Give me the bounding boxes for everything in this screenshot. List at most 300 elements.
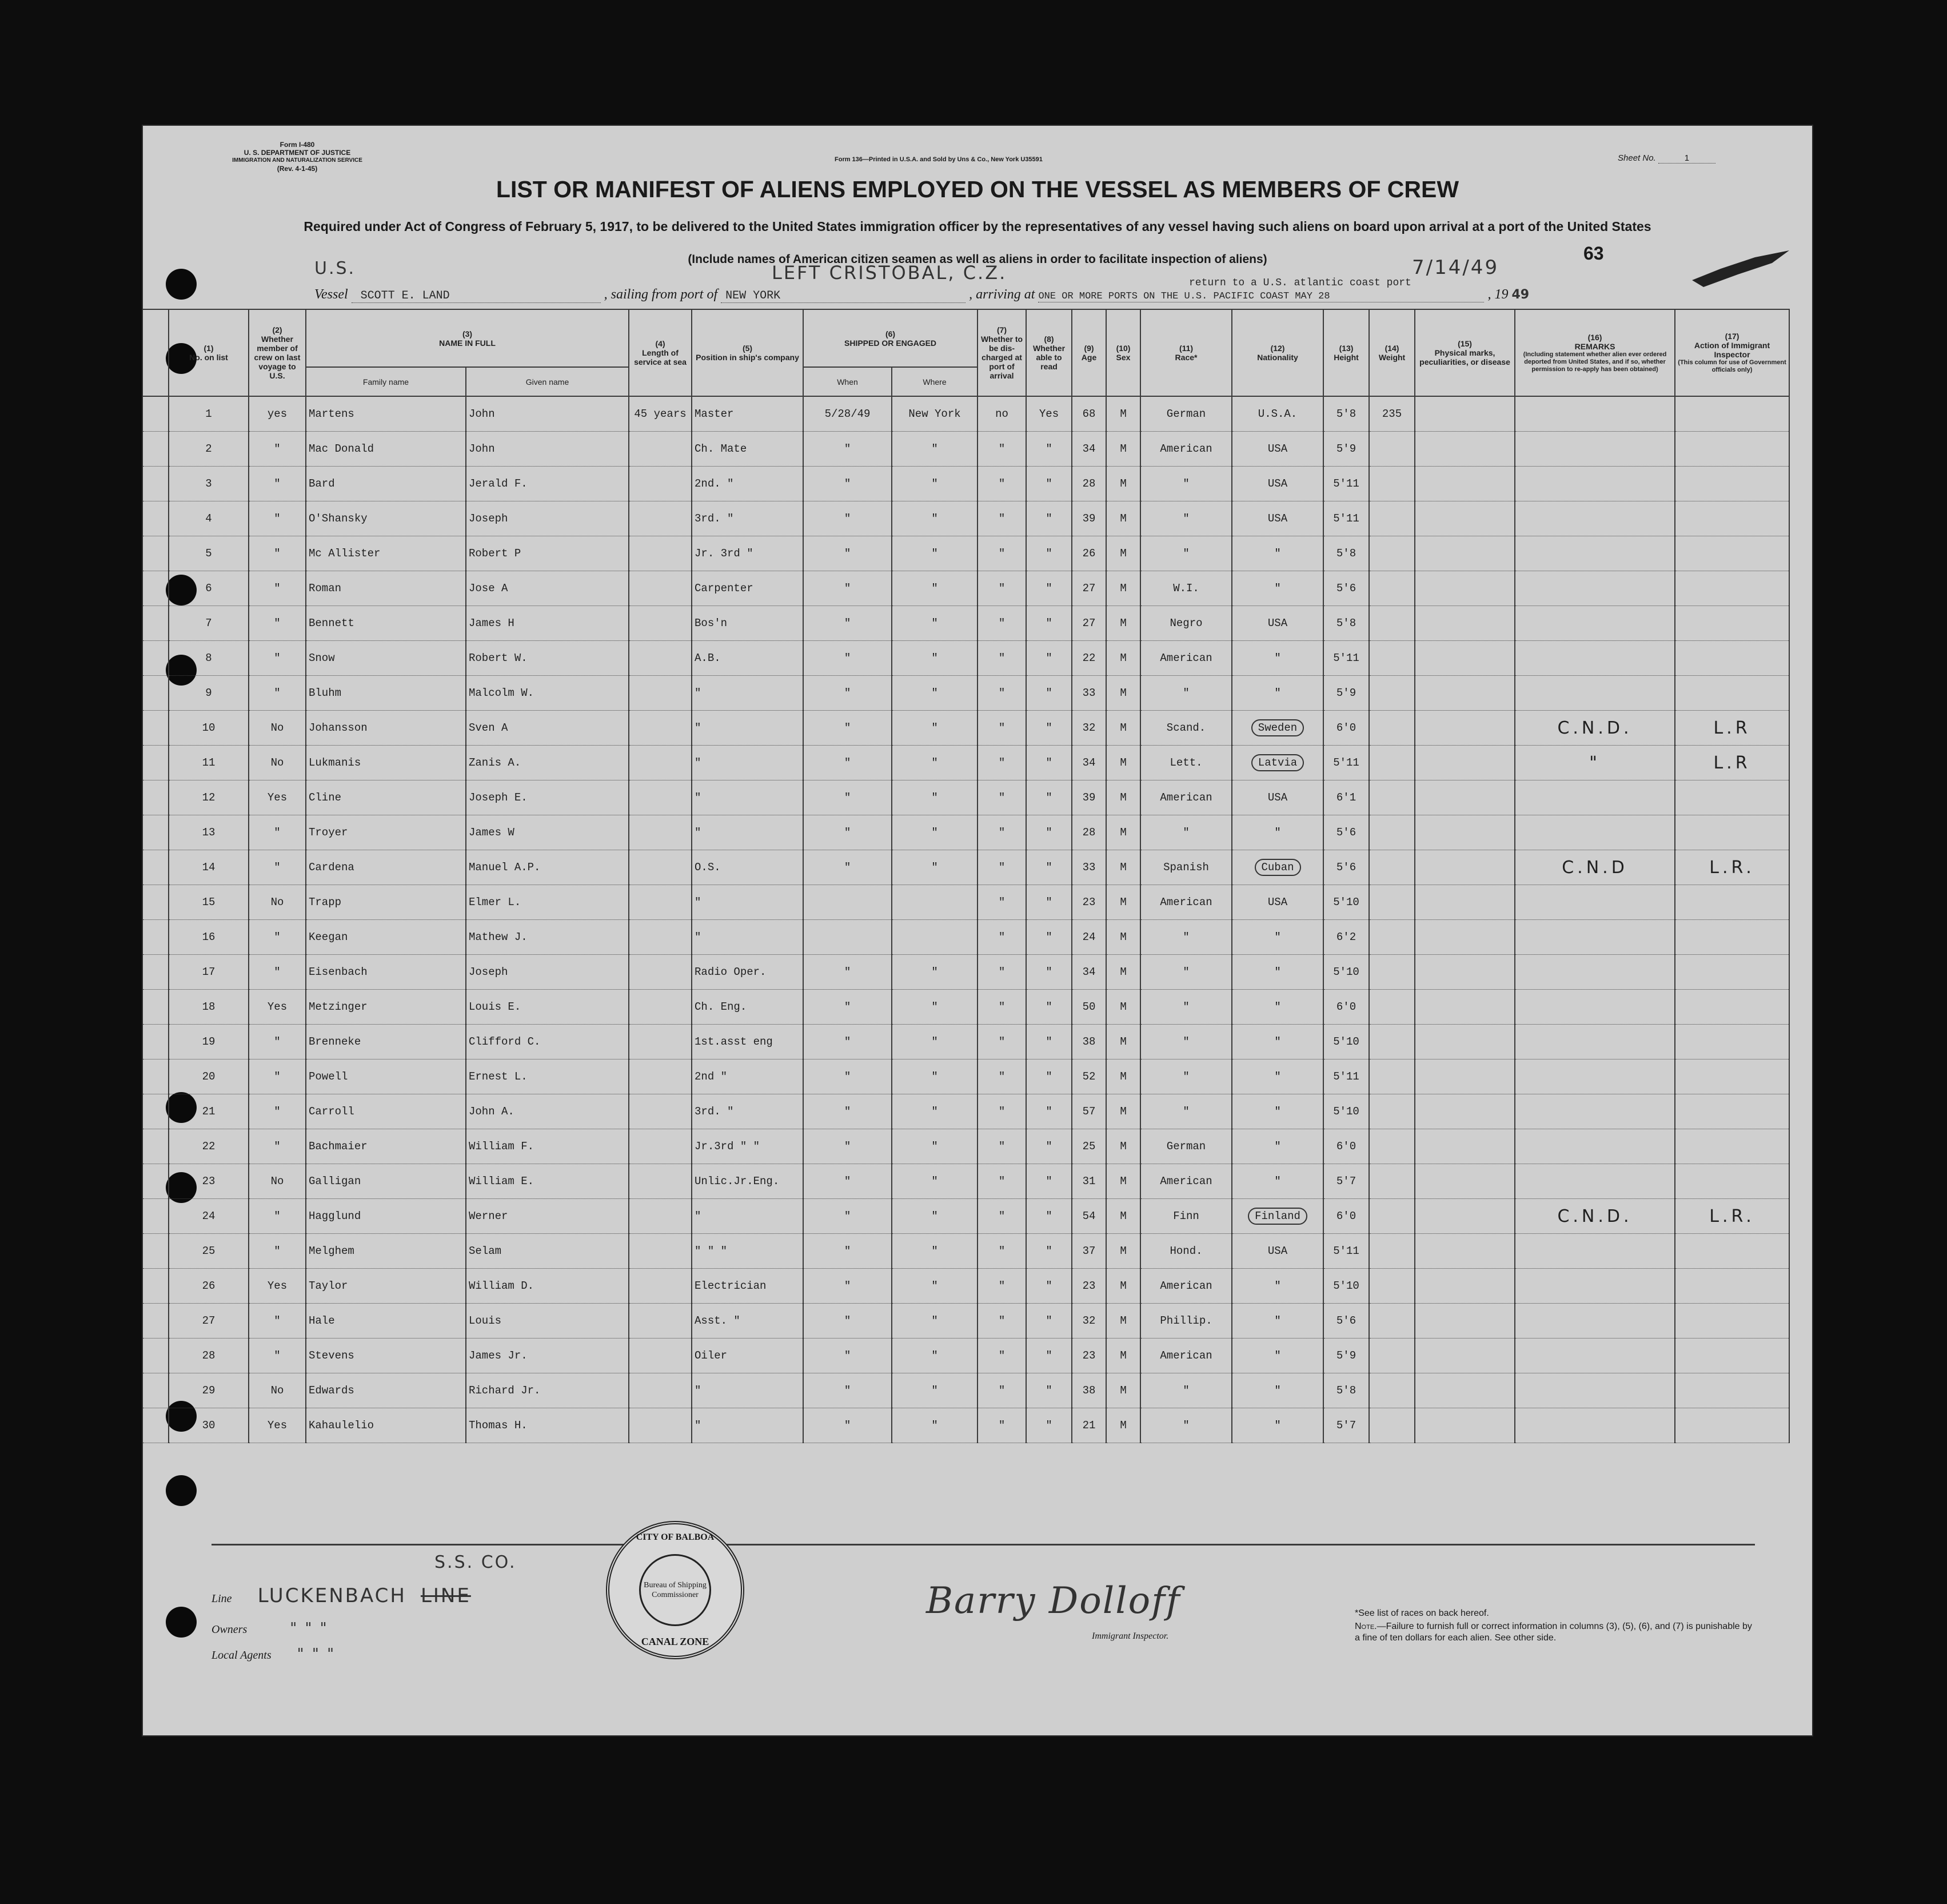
position-cell-text: Master <box>695 408 734 420</box>
race-cell <box>1140 641 1232 676</box>
remarks-cell <box>1515 1373 1675 1408</box>
age-cell <box>1072 396 1106 432</box>
able-to-read-cell-text: " <box>1046 861 1052 874</box>
height-cell-text: 5'8 <box>1336 617 1356 630</box>
sex-cell <box>1106 850 1140 885</box>
last-voyage-cell-text: " <box>274 512 281 525</box>
age-cell-text: 39 <box>1082 791 1096 804</box>
family-name-cell-text: Bard <box>309 477 335 490</box>
shipped-when-cell-text: " <box>844 1140 851 1153</box>
sex-cell <box>1106 1373 1140 1408</box>
age-cell <box>1072 955 1106 990</box>
discharge-cell-text: " <box>998 756 1006 769</box>
discharge-cell-text: " <box>998 687 1006 699</box>
position-cell-text: " <box>695 896 701 909</box>
height-cell-text: 6'0 <box>1336 1210 1356 1222</box>
discharge-cell-text: " <box>998 1349 1006 1362</box>
weight-cell <box>1369 1339 1415 1373</box>
able-to-read-cell <box>1026 990 1072 1025</box>
table-row <box>143 920 1789 955</box>
position-cell <box>692 641 803 676</box>
remarks-cell <box>1515 1269 1675 1304</box>
discharge-cell-text: " <box>998 1175 1006 1188</box>
age-cell-text: 33 <box>1082 687 1096 699</box>
row-number <box>169 1094 249 1129</box>
margin-cell <box>143 1199 169 1234</box>
shipped-where-cell <box>892 1164 978 1199</box>
family-name-cell-text: Bachmaier <box>309 1140 368 1153</box>
able-to-read-cell-text: " <box>1046 966 1052 978</box>
margin-cell <box>143 746 169 780</box>
given-name-cell-text: Joseph E. <box>469 791 528 804</box>
header-able-to-read: (8) Whether able to read <box>1026 309 1072 396</box>
race-cell <box>1140 1164 1232 1199</box>
table-row <box>143 885 1789 920</box>
last-voyage-cell-text: " <box>274 1210 281 1222</box>
table-row <box>143 711 1789 746</box>
given-name-cell <box>466 536 629 571</box>
position-cell-text: " <box>695 1210 701 1222</box>
row-number <box>169 1373 249 1408</box>
discharge-cell-text: " <box>998 1035 1006 1048</box>
shipped-when-cell <box>803 1094 892 1129</box>
shipping-commissioner-stamp <box>606 1521 744 1659</box>
shipped-when-cell-text: " <box>844 1210 851 1222</box>
race-cell <box>1140 1094 1232 1129</box>
last-voyage-cell <box>249 467 306 501</box>
discharge-cell-text: no <box>995 408 1008 420</box>
punch-hole <box>166 1475 197 1506</box>
height-cell <box>1323 1408 1369 1443</box>
row-number-text: 22 <box>202 1140 216 1153</box>
sex-cell-text: M <box>1120 1175 1127 1188</box>
date-note: 7/14/49 <box>1412 256 1499 279</box>
inspector-action-cell <box>1675 1025 1789 1059</box>
height-cell-text: 5'8 <box>1336 547 1356 560</box>
race-cell-text: " <box>1183 1070 1190 1083</box>
family-name-cell-text: Cardena <box>309 861 354 874</box>
footer-block <box>212 1544 1755 1723</box>
remarks-cell <box>1515 571 1675 606</box>
last-voyage-cell-text: " <box>274 861 281 874</box>
given-name-cell <box>466 571 629 606</box>
last-voyage-cell <box>249 641 306 676</box>
given-name-cell <box>466 780 629 815</box>
agents-value: " " " <box>297 1646 336 1663</box>
nationality-cell <box>1232 467 1323 501</box>
age-cell <box>1072 1304 1106 1339</box>
family-name-cell <box>306 955 466 990</box>
given-name-cell <box>466 676 629 711</box>
position-cell-text: " <box>695 1384 701 1397</box>
family-name-cell-text: Powell <box>309 1070 348 1083</box>
able-to-read-cell <box>1026 467 1072 501</box>
shipped-where-cell-text: " <box>931 582 938 595</box>
height-cell-text: 6'1 <box>1336 791 1356 804</box>
last-voyage-cell-text: " <box>274 477 281 490</box>
last-voyage-cell-text: Yes <box>267 791 288 804</box>
given-name-cell-text: Manuel A.P. <box>469 861 541 874</box>
inspector-action-cell <box>1675 571 1789 606</box>
given-name-cell <box>466 1094 629 1129</box>
able-to-read-cell-text: " <box>1046 722 1052 734</box>
family-name-cell <box>306 606 466 641</box>
age-cell <box>1072 1094 1106 1129</box>
race-cell-text: " <box>1183 931 1190 943</box>
position-cell <box>692 1059 803 1094</box>
service-length-cell <box>629 641 692 676</box>
given-name-cell-text: Sven A <box>469 722 508 734</box>
sex-cell-text: M <box>1120 443 1127 455</box>
weight-cell <box>1369 571 1415 606</box>
race-cell-text: American <box>1160 1175 1212 1188</box>
nationality-cell-text: " <box>1274 1001 1281 1013</box>
last-voyage-cell-text: " <box>274 582 281 595</box>
row-number <box>169 432 249 467</box>
sex-cell-text: M <box>1120 652 1127 664</box>
inspector-action-cell-text: L.R <box>1713 718 1751 738</box>
shipped-where-cell <box>892 1025 978 1059</box>
weight-cell <box>1369 606 1415 641</box>
race-cell-text: American <box>1160 896 1212 909</box>
department-name: U. S. DEPARTMENT OF JUSTICE <box>244 149 351 157</box>
family-name-cell-text: Roman <box>309 582 342 595</box>
last-voyage-cell-text: " <box>274 826 281 839</box>
position-cell-text: " <box>695 1419 701 1432</box>
margin-cell <box>143 885 169 920</box>
shipped-where-cell-text: New York <box>908 408 961 420</box>
family-name-cell <box>306 850 466 885</box>
age-cell <box>1072 1269 1106 1304</box>
given-name-cell-text: James H <box>469 617 514 630</box>
family-name-cell <box>306 501 466 536</box>
manifest-sheet <box>143 126 1812 1735</box>
physical-marks-cell <box>1415 1199 1515 1234</box>
margin-cell <box>143 711 169 746</box>
shipped-when-cell-text: " <box>844 1384 851 1397</box>
given-name-cell-text: Ernest L. <box>469 1070 528 1083</box>
age-cell-text: 33 <box>1082 861 1096 874</box>
row-number-text: 4 <box>205 512 212 525</box>
family-name-cell-text: Carroll <box>309 1105 354 1118</box>
physical-marks-cell <box>1415 536 1515 571</box>
shipped-where-cell <box>892 467 978 501</box>
weight-cell <box>1369 1199 1415 1234</box>
nationality-cell-text: " <box>1274 547 1281 560</box>
family-name-cell-text: Lukmanis <box>309 756 361 769</box>
given-name-cell-text: William D. <box>469 1280 534 1292</box>
discharge-cell-text: " <box>998 1210 1006 1222</box>
age-cell-text: 37 <box>1082 1245 1096 1257</box>
height-cell-text: 5'10 <box>1333 1105 1359 1118</box>
sex-cell-text: M <box>1120 687 1127 699</box>
vessel-label: Vessel <box>314 287 348 302</box>
nationality-cell <box>1232 676 1323 711</box>
service-length-cell <box>629 676 692 711</box>
race-cell-text: German <box>1166 408 1206 420</box>
weight-cell <box>1369 746 1415 780</box>
row-number <box>169 606 249 641</box>
sex-cell-text: M <box>1120 722 1127 734</box>
header-length-of-service: (4) Length of service at sea <box>629 309 692 396</box>
sex-cell <box>1106 885 1140 920</box>
service-length-cell <box>629 780 692 815</box>
position-cell <box>692 815 803 850</box>
shipped-where-cell-text: " <box>931 617 938 630</box>
shipped-when-cell <box>803 711 892 746</box>
margin-cell <box>143 396 169 432</box>
race-cell <box>1140 501 1232 536</box>
stamp-top-text: CITY OF BALBOA <box>636 1532 715 1542</box>
position-cell-text: " <box>695 931 701 943</box>
nationality-cell-text: " <box>1274 1105 1281 1118</box>
physical-marks-cell <box>1415 501 1515 536</box>
able-to-read-cell-text: " <box>1046 1175 1052 1188</box>
row-number-text: 17 <box>202 966 216 978</box>
crew-manifest-table <box>143 309 1790 1443</box>
race-cell <box>1140 676 1232 711</box>
race-cell-text: " <box>1183 826 1190 839</box>
row-number <box>169 1164 249 1199</box>
last-voyage-cell <box>249 955 306 990</box>
last-voyage-cell <box>249 432 306 467</box>
inspector-action-cell <box>1675 1164 1789 1199</box>
discharge-cell <box>978 1339 1026 1373</box>
able-to-read-cell-text: " <box>1046 1349 1052 1362</box>
table-row <box>143 676 1789 711</box>
margin-cell <box>143 1164 169 1199</box>
family-name-cell <box>306 1234 466 1269</box>
age-cell <box>1072 467 1106 501</box>
able-to-read-cell <box>1026 1269 1072 1304</box>
margin-cell <box>143 676 169 711</box>
remarks-cell <box>1515 606 1675 641</box>
penalty-note <box>1355 1621 1755 1644</box>
given-name-cell-text: Werner <box>469 1210 508 1222</box>
discharge-cell <box>978 920 1026 955</box>
position-cell-text: Oiler <box>695 1349 728 1362</box>
family-name-cell <box>306 920 466 955</box>
position-cell-text: Bos'n <box>695 617 728 630</box>
nationality-cell <box>1232 1234 1323 1269</box>
shipped-where-cell <box>892 432 978 467</box>
given-name-cell-text: Jerald F. <box>469 477 528 490</box>
given-name-cell <box>466 432 629 467</box>
position-cell-text: Unlic.Jr.Eng. <box>695 1175 780 1188</box>
height-cell <box>1323 432 1369 467</box>
inspector-action-cell-text: L.R <box>1713 752 1751 773</box>
agents-label: Local Agents <box>212 1649 272 1662</box>
remarks-cell <box>1515 815 1675 850</box>
age-cell <box>1072 606 1106 641</box>
last-voyage-cell-text: " <box>274 1105 281 1118</box>
row-number <box>169 536 249 571</box>
shipped-where-cell-text: " <box>931 1175 938 1188</box>
weight-cell <box>1369 990 1415 1025</box>
row-number-text: 15 <box>202 896 216 909</box>
physical-marks-cell <box>1415 1129 1515 1164</box>
shipped-when-cell-text: 5/28/49 <box>824 408 871 420</box>
race-cell <box>1140 1059 1232 1094</box>
remarks-cell <box>1515 955 1675 990</box>
family-name-cell-text: O'Shansky <box>309 512 368 525</box>
age-cell-text: 27 <box>1082 582 1096 595</box>
shipped-when-cell-text: " <box>844 722 851 734</box>
sex-cell <box>1106 815 1140 850</box>
last-voyage-cell-text: " <box>274 1070 281 1083</box>
shipped-when-cell-text: " <box>844 687 851 699</box>
row-number <box>169 955 249 990</box>
shipped-when-cell-text: " <box>844 1070 851 1083</box>
remarks-cell <box>1515 1304 1675 1339</box>
sex-cell-text: M <box>1120 1001 1127 1013</box>
given-name-cell-text: James W <box>469 826 514 839</box>
given-name-cell <box>466 1025 629 1059</box>
given-name-cell <box>466 1129 629 1164</box>
height-cell <box>1323 990 1369 1025</box>
sex-cell <box>1106 780 1140 815</box>
sex-cell-text: M <box>1120 547 1127 560</box>
last-voyage-cell <box>249 501 306 536</box>
physical-marks-cell <box>1415 1408 1515 1443</box>
height-cell <box>1323 1094 1369 1129</box>
remarks-cell <box>1515 1234 1675 1269</box>
discharge-cell <box>978 676 1026 711</box>
row-number-text: 19 <box>202 1035 216 1048</box>
shipped-when-cell <box>803 1059 892 1094</box>
physical-marks-cell <box>1415 396 1515 432</box>
last-voyage-cell <box>249 571 306 606</box>
margin-cell <box>143 955 169 990</box>
discharge-cell <box>978 1059 1026 1094</box>
shipped-when-cell <box>803 1339 892 1373</box>
race-cell-text: American <box>1160 791 1212 804</box>
row-number <box>169 501 249 536</box>
position-cell-text: Radio Oper. <box>695 966 767 978</box>
family-name-cell-text: Hagglund <box>309 1210 361 1222</box>
margin-cell <box>143 467 169 501</box>
given-name-cell-text: John A. <box>469 1105 514 1118</box>
family-name-cell <box>306 571 466 606</box>
discharge-cell-text: " <box>998 722 1006 734</box>
service-length-cell <box>629 606 692 641</box>
able-to-read-cell-text: " <box>1046 512 1052 525</box>
header-sex: (10) Sex <box>1106 309 1140 396</box>
family-name-cell-text: Trapp <box>309 896 342 909</box>
able-to-read-cell-text: " <box>1046 687 1052 699</box>
shipped-where-cell <box>892 606 978 641</box>
weight-cell <box>1369 711 1415 746</box>
physical-marks-cell <box>1415 1164 1515 1199</box>
given-name-cell-text: Elmer L. <box>469 896 521 909</box>
age-cell-text: 23 <box>1082 1280 1096 1292</box>
age-cell-text: 32 <box>1082 722 1096 734</box>
shipped-when-cell-text: " <box>844 1419 851 1432</box>
last-voyage-cell <box>249 1094 306 1129</box>
service-length-cell <box>629 467 692 501</box>
include-note: (Include names of American citizen seamen as well as aliens in order to facilitate inspection of aliens) <box>688 253 1267 266</box>
height-cell-text: 5'9 <box>1336 1349 1356 1362</box>
table-row <box>143 1094 1789 1129</box>
given-name-cell <box>466 850 629 885</box>
service-length-cell <box>629 1059 692 1094</box>
able-to-read-cell <box>1026 1129 1072 1164</box>
service-length-cell <box>629 885 692 920</box>
family-name-cell <box>306 1199 466 1234</box>
printer-note: Form 136—Printed in U.S.A. and Sold by Uns & Co., New York U35591 <box>835 156 1043 163</box>
sex-cell <box>1106 920 1140 955</box>
discharge-cell <box>978 1304 1026 1339</box>
nationality-cell <box>1232 1129 1323 1164</box>
shipped-where-cell-text: " <box>931 756 938 769</box>
inspector-action-cell <box>1675 1234 1789 1269</box>
age-cell <box>1072 746 1106 780</box>
last-voyage-cell-text: " <box>274 1315 281 1327</box>
margin-cell <box>143 571 169 606</box>
height-cell <box>1323 746 1369 780</box>
form-id-block <box>206 141 389 173</box>
height-cell <box>1323 780 1369 815</box>
row-number-text: 16 <box>202 931 216 943</box>
service-length-cell <box>629 746 692 780</box>
last-voyage-cell <box>249 1408 306 1443</box>
last-voyage-cell-text: " <box>274 687 281 699</box>
sex-cell <box>1106 396 1140 432</box>
race-cell <box>1140 571 1232 606</box>
race-cell-text: American <box>1160 1349 1212 1362</box>
nationality-cell <box>1232 571 1323 606</box>
row-number <box>169 850 249 885</box>
age-cell <box>1072 885 1106 920</box>
given-name-cell <box>466 467 629 501</box>
inspector-action-cell <box>1675 1269 1789 1304</box>
nationality-cell <box>1232 1164 1323 1199</box>
sex-cell <box>1106 746 1140 780</box>
physical-marks-cell <box>1415 1025 1515 1059</box>
race-cell-text: " <box>1183 1384 1190 1397</box>
margin-cell <box>143 606 169 641</box>
nationality-cell <box>1232 990 1323 1025</box>
position-cell <box>692 467 803 501</box>
discharge-cell-text: " <box>998 547 1006 560</box>
discharge-cell <box>978 1094 1026 1129</box>
discharge-cell <box>978 850 1026 885</box>
age-cell-text: 32 <box>1082 1315 1096 1327</box>
vessel-line <box>314 287 1529 303</box>
sex-cell <box>1106 1129 1140 1164</box>
row-number-text: 21 <box>202 1105 216 1118</box>
able-to-read-cell-text: Yes <box>1039 408 1059 420</box>
race-cell <box>1140 850 1232 885</box>
age-cell-text: 28 <box>1082 477 1096 490</box>
nationality-cell <box>1232 780 1323 815</box>
discharge-cell-text: " <box>998 1280 1006 1292</box>
margin-cell <box>143 1339 169 1373</box>
position-cell <box>692 1408 803 1443</box>
header-nationality: (12) Nationality <box>1232 309 1323 396</box>
age-cell <box>1072 1059 1106 1094</box>
row-number <box>169 1408 249 1443</box>
table-row <box>143 780 1789 815</box>
table-row <box>143 1199 1789 1234</box>
inspector-action-cell <box>1675 1094 1789 1129</box>
shipped-where-cell <box>892 746 978 780</box>
physical-marks-cell <box>1415 676 1515 711</box>
given-name-cell-text: James Jr. <box>469 1349 528 1362</box>
shipped-where-cell-text: " <box>931 861 938 874</box>
family-name-cell <box>306 711 466 746</box>
family-name-cell <box>306 885 466 920</box>
